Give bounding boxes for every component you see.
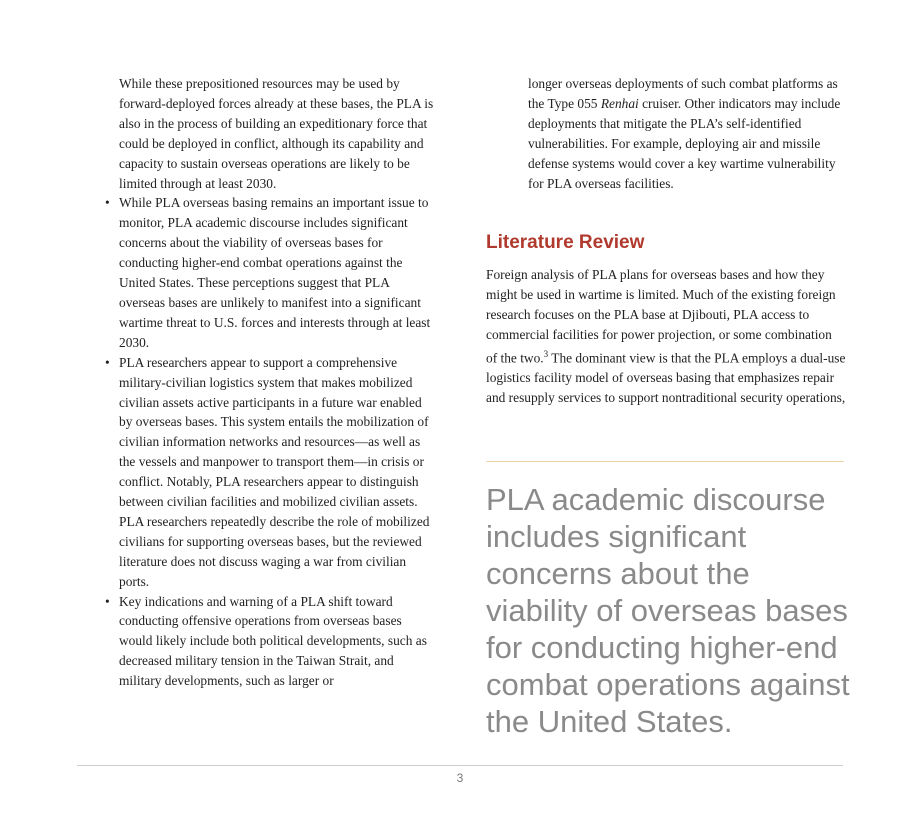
continued-text-end: cruiser. Other indicators may include deployments that mitigate the PLA’s self-identified vulnerabilities. For example, deploying air and missile defense systems would cover a key wartime vulnerability for PLA overseas facilities.: [528, 95, 841, 191]
review-text: Foreign analysis of PLA plans for overseas bases and how they might be used in wartime is limited. Much of the existing foreign research focuses on the PLA base at Djibouti, PLA access to commercial facilities for power projection, or some combination of the two.: [486, 267, 836, 366]
bullet-text: While PLA overseas basing remains an important issue to monitor, PLA academic discourse includes significant concerns about the viability of overseas bases for conducting higher-end combat operations against the United States. These perceptions suggest that PLA overseas bases are unlikely to manifest into a significant wartime threat to U.S. forces and interests through at least 2030.: [119, 195, 431, 350]
left-column: [105, 74, 435, 691]
literature-review-paragraph: [486, 265, 846, 408]
page-number: 3: [456, 771, 464, 785]
right-column: [486, 74, 846, 408]
continued-text: longer overseas deployments of such combat platforms as the Type 055: [528, 76, 838, 111]
pull-quote: PLA academic discourse includes significant concerns about the viability of overseas bases for conducting higher-end combat operations against the United States.: [486, 482, 850, 739]
list-item: [105, 592, 435, 692]
section-heading: Literature Review: [486, 232, 645, 254]
list-item: [105, 353, 435, 592]
bullet-text: PLA researchers appear to support a comprehensive military-civilian logistics system that makes mobilized civilian assets active participants in a future war enabled by overseas bases. This system entails the mobilization of civilian information networks and resources—as well as the vessels and manpower to transport them—in crisis or conflict. Notably, PLA researchers appear to distinguish between civilian facilities and mobilized civilian assets. PLA researchers repeatedly describe the role of mobilized civilians for supporting overseas bases, but the reviewed literature does not discuss waging a war from civilian ports.: [119, 354, 430, 589]
lead-paragraph: While these prepositioned resources may be used by forward-deployed forces already at these bases, the PLA is also in the process of building an expeditionary force that could be deployed in conflict, although its capability and capacity to sustain overseas operations are likely to be limited through at least 2030.: [119, 76, 434, 191]
footnote-marker[interactable]: 3: [543, 349, 549, 360]
bullet-text: Key indications and warning of a PLA shift toward conducting offensive operations from overseas bases would likely include both political developments, such as decreased military tension in the Taiwan Strait, and military developments, such as larger or: [119, 593, 427, 689]
key-findings-list: [105, 193, 435, 691]
pull-quote-divider: [486, 461, 844, 462]
bullet-icon: •: [105, 354, 110, 370]
bullet-icon: •: [105, 195, 110, 211]
list-item: [105, 193, 435, 352]
bullet-icon: •: [105, 593, 110, 609]
review-text-end: The dominant view is that the PLA employs a dual-use logistics facility model of overseas basing that emphasizes repair and resupply services to support nontraditional security operations,: [486, 350, 846, 406]
ship-class-name: Renhai: [600, 95, 639, 111]
footer-divider: [77, 765, 843, 766]
continued-bullet-paragraph: [528, 74, 846, 193]
